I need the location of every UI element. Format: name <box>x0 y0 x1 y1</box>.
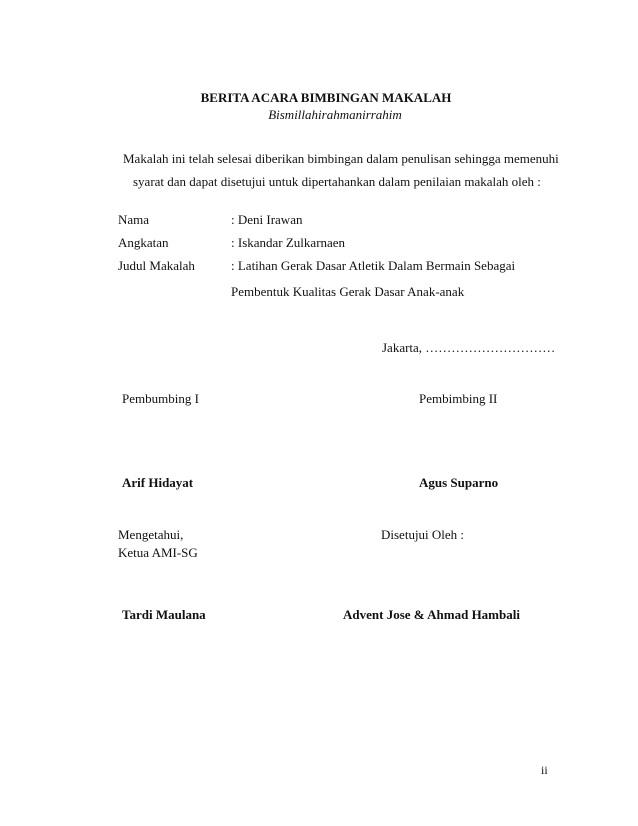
ketua-label: Ketua AMI-SG <box>118 545 198 560</box>
pembimbing-1-name: Arif Hidayat <box>122 475 194 490</box>
intro-line-1: Makalah ini telah selesai diberikan bimbingan dalam penulisan sehingga memenuhi <box>123 151 559 166</box>
pembimbing-1-label: Pembumbing I <box>122 391 199 406</box>
ketua-name: Tardi Maulana <box>122 607 206 622</box>
angkatan-label: Angkatan <box>118 235 169 250</box>
disetujui-label: Disetujui Oleh : <box>381 527 465 542</box>
judul-value-line-1: : Latihan Gerak Dasar Atletik Dalam Bermain Sebagai <box>231 258 516 273</box>
penguji-names: Advent Jose & Ahmad Hambali <box>343 607 520 622</box>
judul-value-line-2: Pembentuk Kualitas Gerak Dasar Anak-anak <box>231 284 465 299</box>
page-number: ii <box>541 763 548 777</box>
intro-line-2: syarat dan dapat disetujui untuk dipertahankan dalam penilaian makalah oleh : <box>133 174 541 189</box>
mengetahui-label: Mengetahui, <box>118 527 184 542</box>
judul-label: Judul Makalah <box>118 258 195 273</box>
pembimbing-2-label: Pembimbing II <box>419 391 498 406</box>
nama-label: Nama <box>118 212 150 227</box>
pembimbing-2-name: Agus Suparno <box>419 475 499 490</box>
place-date: Jakarta, ………………………… <box>382 340 556 355</box>
document-subtitle: Bismillahirahmanirrahim <box>268 107 402 122</box>
document-title: BERITA ACARA BIMBINGAN MAKALAH <box>200 90 452 105</box>
angkatan-value: : Iskandar Zulkarnaen <box>231 235 346 250</box>
nama-value: : Deni Irawan <box>231 212 303 227</box>
